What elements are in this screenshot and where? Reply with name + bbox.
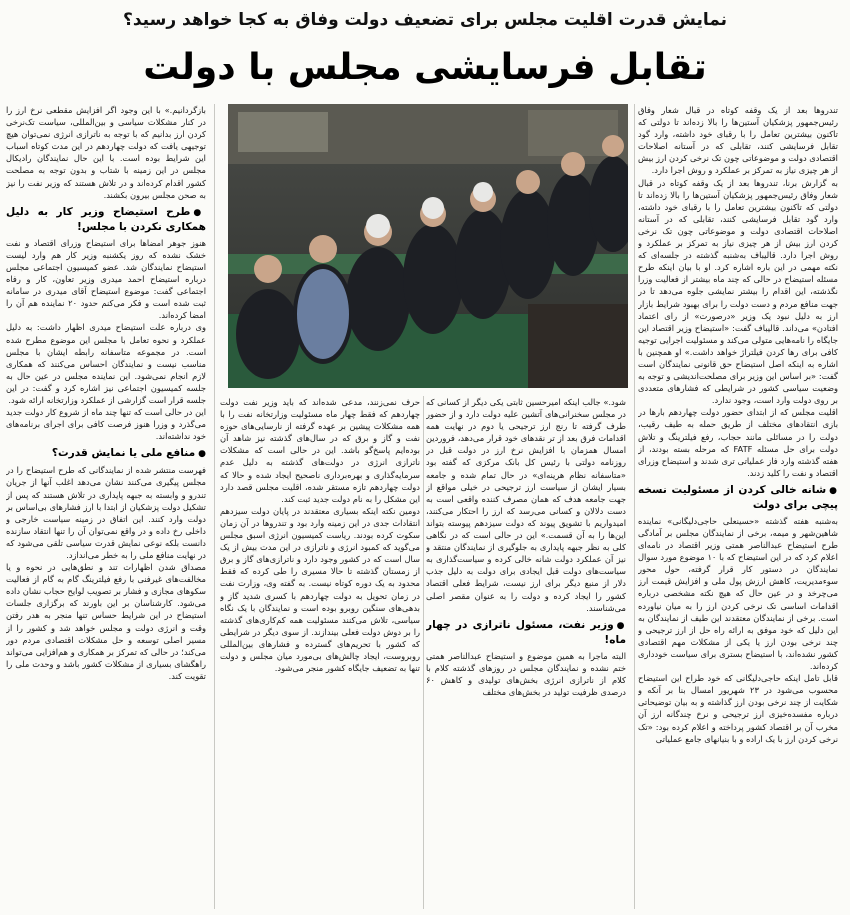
subheading-text: وزیر نفت، مسئول ناترازی در چهار ماه! bbox=[426, 618, 626, 646]
subheading bbox=[426, 618, 626, 647]
subheading-text: منافع ملی یا نمایش قدرت؟ bbox=[51, 447, 196, 460]
subheading bbox=[6, 205, 206, 234]
paragraph: مصداق شدن اظهارات تند و نطق‌هایی در نحوه و یا مخالفت‌های غیرفنی با رفع فیلترینگ گام به گام از فعالیت سکوهای مجازی و فشار بر تصویب لوایح حجاب نشان داده می‌شود. کارشناسان بر این باورند که برگزاری جلسات استیضاح در این شرایط حساس تنها منجر به هدر رفتن وقت و انرژی دولت و مجلس خواهد شد و کشور را از مسیر اصلی توسعه و حل مشکلات اقتصادی مردم دور می‌کند؛ در حالی که تمرکز بر همکاری و هم‌افزایی می‌تواند راهگشای بسیاری از مشکلات کشور باشد و وحدت ملی را تقویت کند. bbox=[6, 562, 206, 681]
paragraph: حرف نمی‌زنند، مدعی شده‌اند که باید وزیر نفت دولت چهاردهم که فقط چهار ماه مسئولیت وزارتخانه نفت را با همه مشکلات پیشین بر عهده گرفته از نارسایی‌های حوزه نفت و گاز و برق که در سال‌های گذشته نیز شاهد آن بوده‌ایم پاسخ‌گو باشد. این در حالی است که مشکلات ناترازی انرژی در دولت‌های گذشته به دلیل عدم سرمایه‌گذاری و بهره‌برداری ناصحیح ایجاد شده و حالا که دولت چهاردهم تازه مستقر شده، اقلیت مجلس قصد دارد این مشکل را به نام دولت جدید ثبت کند. bbox=[220, 397, 420, 504]
paragraph: شود.» جالب اینکه امیرحسین ثابتی یکی دیگر از کسانی که در مجلس سخنرانی‌های آتشین علیه دولت دارد و از حضور طرف گرفته تا رنج ارز ترجیحی یا دوم در نهایت همه اقدامات فرق بعد از تر نقدهای خود قرار می‌دهد، فروردین امسال همزمان با افزایش نرخ ارز در دولت قبل در روزنامه دولتی با رئیس کل بانک مرکزی که گفته بود «متاسفانه نظام هرینه‌ای» در حال تمام شده و جامعه بسیار ایشان از سیاست ارز ترجیحی در خیلی مواقع از جهت جامعه هدف که همان مصرف کننده واقعی است به دست دلالان و کسانی می‌رسد که ارز را احتکار می‌کنند، امیدواریم با تشویق پیوند که دولت سیزدهم پیوسته بتواند این‌ها را به آن قسمت.» این در حالی است که در نگاهی کلی به نظر جبهه پایداری به جلوگیری از نمایندگان منتقد و نیز آن عملکرد دولت شانه خالی کرده و سیاست‌گذاری به سیاست‌های دولت قبل ایجادی برای دولت به دلیل جذب دلار از منبع دیگر برای ارز نیست، شرایط فعلی اقتصاد کشور را ایجاد کرده و دولت را به عنوان مقصر اصلی می‌شناسند. bbox=[426, 397, 626, 613]
paragraph: دومین نکته اینکه بسیاری معتقدند در پایان دولت سیزدهم انتقادات جدی در این زمینه وارد بود و تندروها در آن زمان سکوت کرده بودند. ریاست کمیسیون انرژی اسبق مجلس می‌گوید که کمبود انرژی و ناترازی در این مدت بیش از یک سال است که در کشور وجود دارد و ناترازی‌های گاز و برق از زمستان گذشته تا حالا مسیری را طی کرده که فقط محدود به یک دوره کوتاه نیست. به گفته وی، وزارت نفت در زمان تحویل به دولت چهاردهم با کسری شدید گاز و بدهی‌های سنگین روبرو بوده است و نمایندگان با یک نگاه سیاسی، تلاش می‌کنند مسئولیت همه کم‌کاری‌های گذشته را بر دوش دولت فعلی بیندازند. از سوی دیگر در شرایطی که کشور با تحریم‌های گسترده و فشارهای بین‌المللی روبروست، ایجاد چالش‌های بی‌مورد میان مجلس و دولت تنها به تضعیف جایگاه کشور منجر می‌شود. bbox=[220, 505, 420, 674]
parliament-photo bbox=[228, 104, 628, 388]
article-column-2 bbox=[426, 396, 626, 909]
bullet-icon: ● bbox=[829, 485, 838, 496]
paragraph: به‌شنبه هفته گذشته «حسینعلی حاجی‌دلیگانی» نماینده شاهین‌شهر و میمه، برخی از نمایندگان مجلس بر آمادگی طرح استیضاح عبدالناصر همتی وزیر اقتصاد در نامه‌ای اعلام کرد که در این استیضاح که با ۱۰ موضوع مورد سوال نمایندگان در دستور کار قرار گرفته، حول محور سوءمدیریت، کاهش ارزش پول ملی و افزایش قیمت ارز می‌چرخد و در عین حال که هیچ نکته مشخصی درباره اقدامات اساسی تک نرخی کردن ارز را به میان نیاورده است. برخی از نمایندگان معتقدند این طیف از نمایندگان به این دلیل که خود موفق به ارائه راه حل از ارز ترجیحی و چند نرخی بودن ارز یا یکی از مشکلات مهم اقتصادی کشور نشده‌اند، با استیضاح بستری برای سیاست خودداری کرده‌اند. bbox=[638, 515, 838, 672]
bullet-icon: ● bbox=[616, 620, 626, 631]
article-column-1 bbox=[638, 104, 838, 909]
paragraph: بازگردانیم.» با این وجود اگر افزایش مقطعی نرخ ارز را در کنار مشکلات سیاسی و بین‌المللی، سیاست تک‌نرخی کردن ارز بدانیم که با توجه به ناترازی انرژی نمی‌توان هیچ توجیهی یافت که دولت چهاردهم در این مدت کوتاه اسباب این شرایط بوده است. با این حال نمایندگان رادیکال مجلس در این زمینه با شتاب و بدون توجه به مصلحت کشور اقدام کرده‌اند و در تلاش هستند که وزیر نفت را نیز به صحن مجلس بیرون بکشند. bbox=[6, 105, 206, 200]
paragraph: این در حالی است که تنها چند ماه از شروع کار دولت جدید می‌گذرد و وزرا هنوز فرصت کافی برای اجرای برنامه‌های خود نداشته‌اند. bbox=[6, 407, 206, 442]
bullet-icon: ● bbox=[198, 449, 206, 460]
subheading bbox=[6, 446, 206, 461]
article-column-3 bbox=[220, 396, 420, 909]
kicker-headline: نمایش قدرت اقلیت مجلس برای تضعیف دولت وفاق به کجا خواهد رسید؟ bbox=[123, 10, 727, 30]
column-divider bbox=[423, 396, 424, 909]
paragraph: وی درباره علت استیضاح میدری اظهار داشت: به دلیل عملکرد و نحوه تعامل با مجلس این موضوع مطرح شده است. در مجموعه متاسفانه رابطه ایشان با مجلس مناسب نیست و نمایندگان احساس می‌کنند که همکاری لازم انجام نمی‌شود. این نماینده مجلس در عین حال به جلسه کمیسیون اجتماعی نیز اشاره کرد و گفت: در این جلسه قرار است گزارشی از عملکرد وزارتخانه ارائه شود. bbox=[6, 322, 206, 405]
paragraph: فهرست منتشر شده از نمایندگانی که طرح استیضاح را در مجلس پیگیری می‌کنند نشان می‌دهد اغلب آنها از جریان تندرو و وابسته به جبهه پایداری در تلاش هستند که پس از تشکیل دولت پزشکیان از ابتدا با ارز فشارهای بی‌اساس بر دولت وارد کنند. این اتفاق در زمینه سیاست خارجی و داخلی رخ داده و در واقع نمی‌توان آن را تنها انتقاد سازنده دانست بلکه نوعی نمایش قدرت سیاسی تلقی می‌شود که در نهایت منافع ملی را به خطر می‌اندازد. bbox=[6, 465, 206, 560]
column-divider bbox=[634, 104, 635, 909]
bullet-icon: ● bbox=[193, 207, 206, 218]
subheading-text: شانه خالی کردن از مسئولیت نسخه‌ پیچی برای دولت bbox=[638, 483, 838, 511]
article-column-4 bbox=[6, 104, 206, 909]
paragraph: تندروها بعد از یک وقفه کوتاه در قبال شعار وفاق رئیس‌جمهور پزشکیان آستین‌ها را بالا زده‌اند تا دولتی که تاکنون بیشترین تعامل را با رقبای خود داشته، وارد گود تقابل فرسایشی کنند، تقابلی که در آستانه اصلاحات اقتصادی دولت و موضوعاتی چون تک نرخی کردن ارز بیش از هر چیزی نیاز به تمرکز بر عملکرد و روش اجرا دارد. bbox=[638, 105, 838, 176]
parliament-photo-illustration bbox=[228, 104, 628, 388]
paragraph: قابل تامل اینکه حاجی‌دلیگانی که خود طراح این استیضاح محسوب می‌شود در ۲۳ شهریور امسال بنا بر آنکه و شکایت از چند نرخی بودن ارز گذاشته و به بیان توضیحاتی درباره مفسده‌خیزی ارز ترجیحی و نرخ چندگانه ارز آن مخرب آن بر اقتصاد کشور پرداخته و اعلام کرده بود: «تک نرخی کردن ارز با یک اراده و با بنیانهای جامع عملیاتی bbox=[638, 673, 838, 744]
paragraph: اقلیت مجلس که از ابتدای حضور دولت چهاردهم بارها در بازی انتقادهای مختلف از طریق حمله به طیف رقیب، دولت را در مسائلی مانند حجاب، رفع فیلترینگ و تلاش دولت برای حل مسئله FATF که مرحله بسته بودند، از هفته گذشته وارد فاز عملیاتی تری شدند و استیضاح وزرای اقتصاد و نفت را کلید زدند. bbox=[638, 407, 838, 478]
subheading bbox=[638, 483, 838, 512]
subheading-text: طرح استیضاح وزیر کار به دلیل همکاری نکردن با مجلس! bbox=[6, 205, 206, 233]
paragraph: البته ماجرا به همین موضوع و استیضاح عبدالناصر همتی ختم نشده و نمایندگان مجلس در روزهای گذشته کلام با کلام از ناترازی انرژی بخش‌های تولیدی و کاهش ۶۰ درصدی ظرفیت تولید در بخش‌های مختلف bbox=[426, 650, 626, 697]
paragraph: به گزارش برنا، تندروها بعد از یک وقفه کوتاه در قبال شعار وفاق رئیس‌جمهور پزشکیان آستین‌ها را بالا زده‌اند تا دولتی که تاکنون بیشترین تعامل را با رقبای خود داشته، وارد گود تقابل فرسایشی کنند، تقابلی که در آستانه اصلاحات اقتصادی دولت و موضوعاتی چون تک نرخی کردن ارز بیش از هر چیزی نیاز به تمرکز بر عملکرد و روش اجرا دارد. قالیباف به‌شنبه گذشته در جلسه‌ای که نکته مهمی در این باره اشاره کرد. او با بیان اینکه طرح مسئله استیضاح در حالی که چند ماه بیشتر از فعالیت وزرا نگذشته، این اقدام را بیشتر نمایشی جلوه می‌دهد تا در جهت منافع مردم و دست دولت را برای بهبود شرایط بازار ارز به دلیل نبود یک وزیر «درصورت» از رای اعتماد افتادن» می‌داند. قالیباف گفت: «استیضاح وزیر اقتصاد این جایگاه را نامه‌هایی متولی می‌کند و مسئولیت اجرایی توجیه کافی برای رها کردن فیلتراژ خواهد داشت.» او همچنین با اشاره به اینکه اصل استیضاح حق قانونی نمایندگان است گفت: «بر اساس این وزیر برای مصلحت‌اندیشی و توجه به وضعیت سیاسی کشور در شرایطی که فشارهای متعددی بر روی دولت وارد است، وجود ندارد. bbox=[638, 177, 838, 406]
column-divider bbox=[214, 104, 215, 909]
paragraph: هنوز جوهر امضاها برای استیضاح وزرای اقتصاد و نفت خشک نشده که روز یکشنبه وزیر کار هم وارد لیست استیضاح نمایندگان شد. عضو کمیسیون اجتماعی مجلس درباره استیضاح احمد میدری وزیر تعاون، کار و رفاه اجتماعی گفت: موضوع استیضاح آقای میدری در سامانه ثبت شده است و فکر می‌کنم حدود ۲۰ نماینده هم آن را امضا کرده‌اند. bbox=[6, 237, 206, 321]
main-headline: تقابل فرسایشی مجلس با دولت bbox=[143, 47, 707, 88]
